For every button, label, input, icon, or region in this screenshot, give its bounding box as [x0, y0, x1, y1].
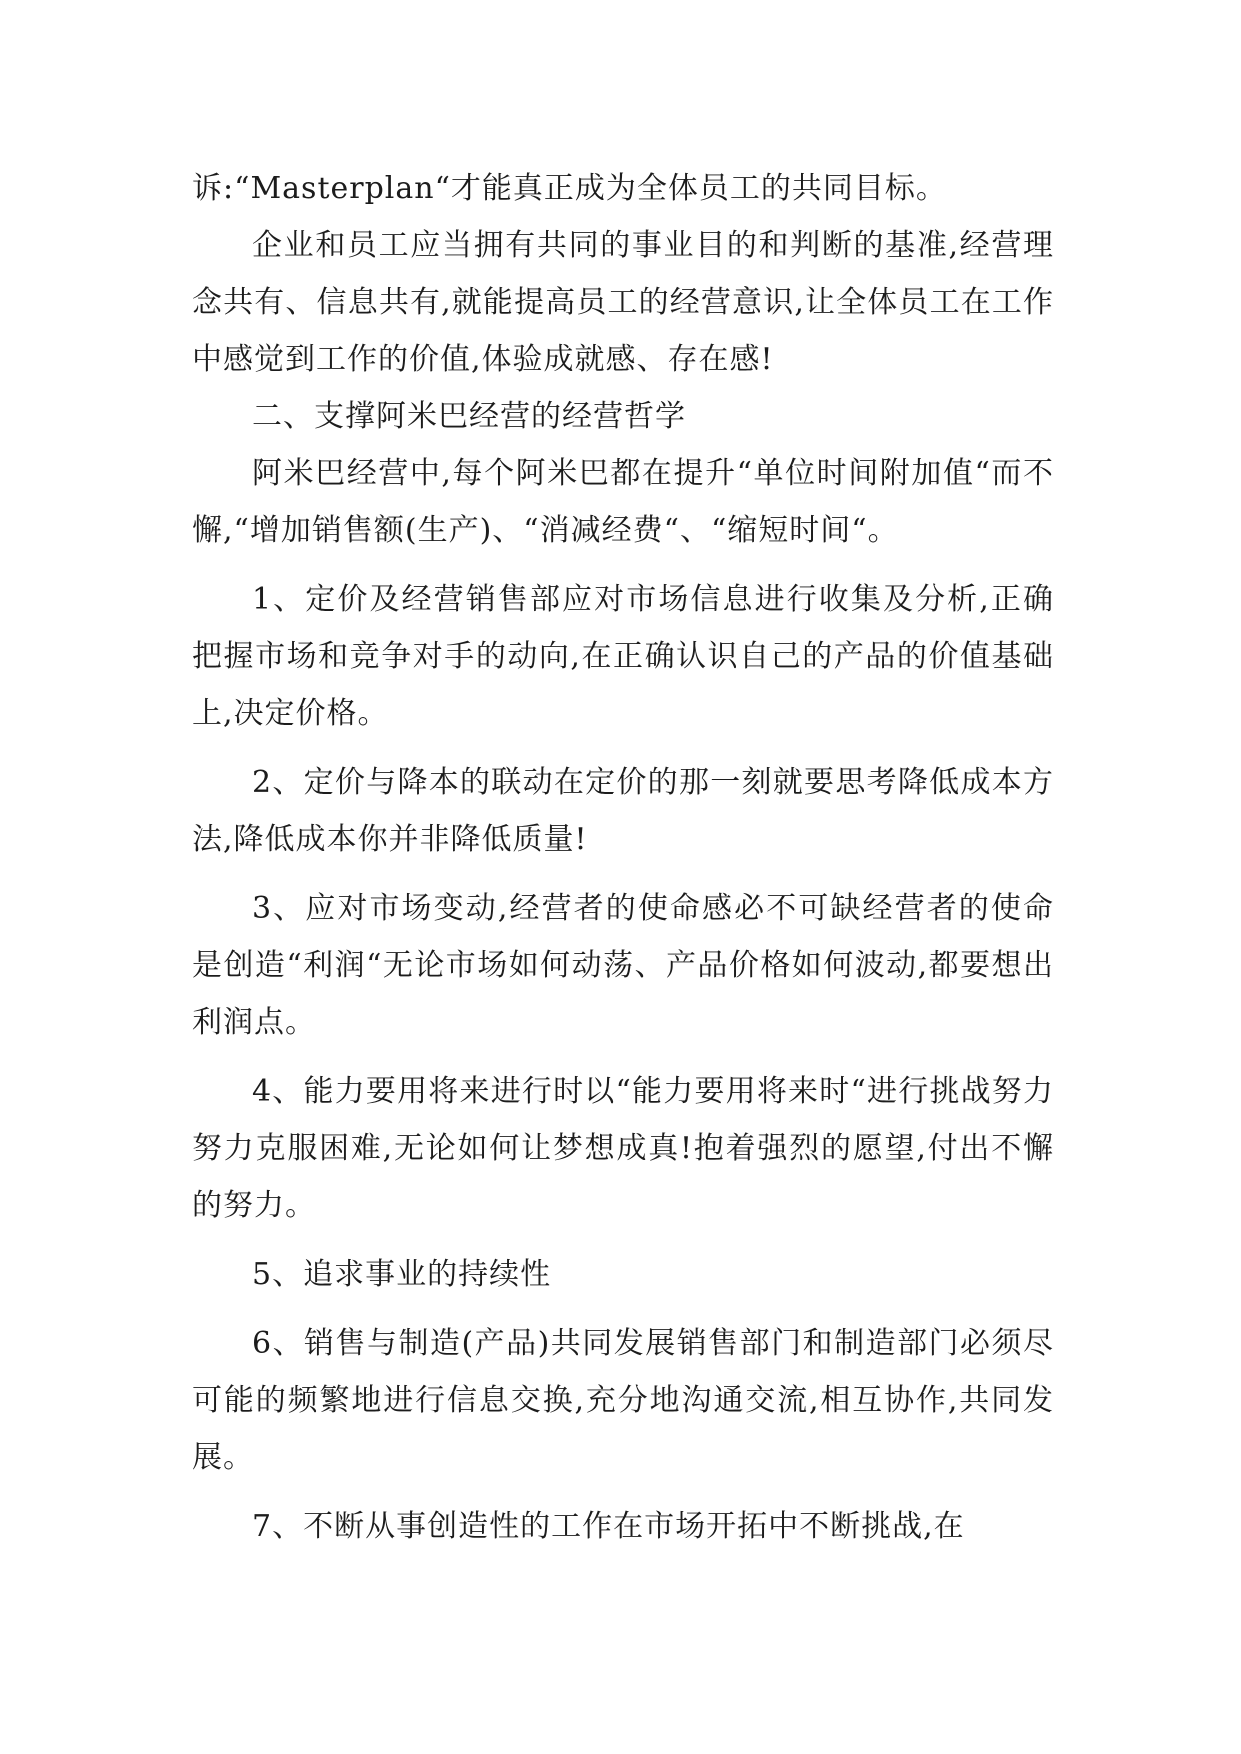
list-item-5: 5、追求事业的持续性 — [252, 1257, 552, 1292]
list-item-7: 7、不断从事创造性的工作在市场开拓中不断挑战,在 — [252, 1509, 965, 1544]
list-item-6: 6、销售与制造(产品)共同发展销售部门和制造部门必须尽可能的频繁地进行信息交换,充分地沟通交流,相互协作,共同发展。 — [192, 1326, 1054, 1475]
list-item-2: 2、定价与降本的联动在定价的那一刻就要思考降低成本方法,降低成本你并非降低质量! — [192, 765, 1054, 857]
paragraph-amoeba-intro: 阿米巴经营中,每个阿米巴都在提升“单位时间附加值“而不懈,“增加销售额(生产)、“消减经费“、“缩短时间“。 — [192, 456, 1054, 548]
list-item-3: 3、应对市场变动,经营者的使命感必不可缺经营者的使命是创造“利润“无论市场如何动荡、产品价格如何波动,都要想出利润点。 — [192, 891, 1054, 1040]
document-body — [192, 160, 1054, 1555]
list-item-4: 4、能力要用将来进行时以“能力要用将来时“进行挑战努力努力克服困难,无论如何让梦想成真!抱着强烈的愿望,付出不懈的努力。 — [192, 1074, 1054, 1223]
section-heading-philosophy: 二、支撑阿米巴经营的经营哲学 — [252, 399, 686, 434]
paragraph-shared-goals: 企业和员工应当拥有共同的事业目的和判断的基准,经营理念共有、信息共有,就能提高员工的经营意识,让全体员工在工作中感觉到工作的价值,体验成就感、存在感! — [192, 228, 1054, 377]
list-item-1: 1、定价及经营销售部应对市场信息进行收集及分析,正确把握市场和竞争对手的动向,在正确认识自己的产品的价值基础上,决定价格。 — [192, 582, 1054, 731]
paragraph-continuation: 诉:“Masterplan“才能真正成为全体员工的共同目标。 — [192, 171, 947, 206]
